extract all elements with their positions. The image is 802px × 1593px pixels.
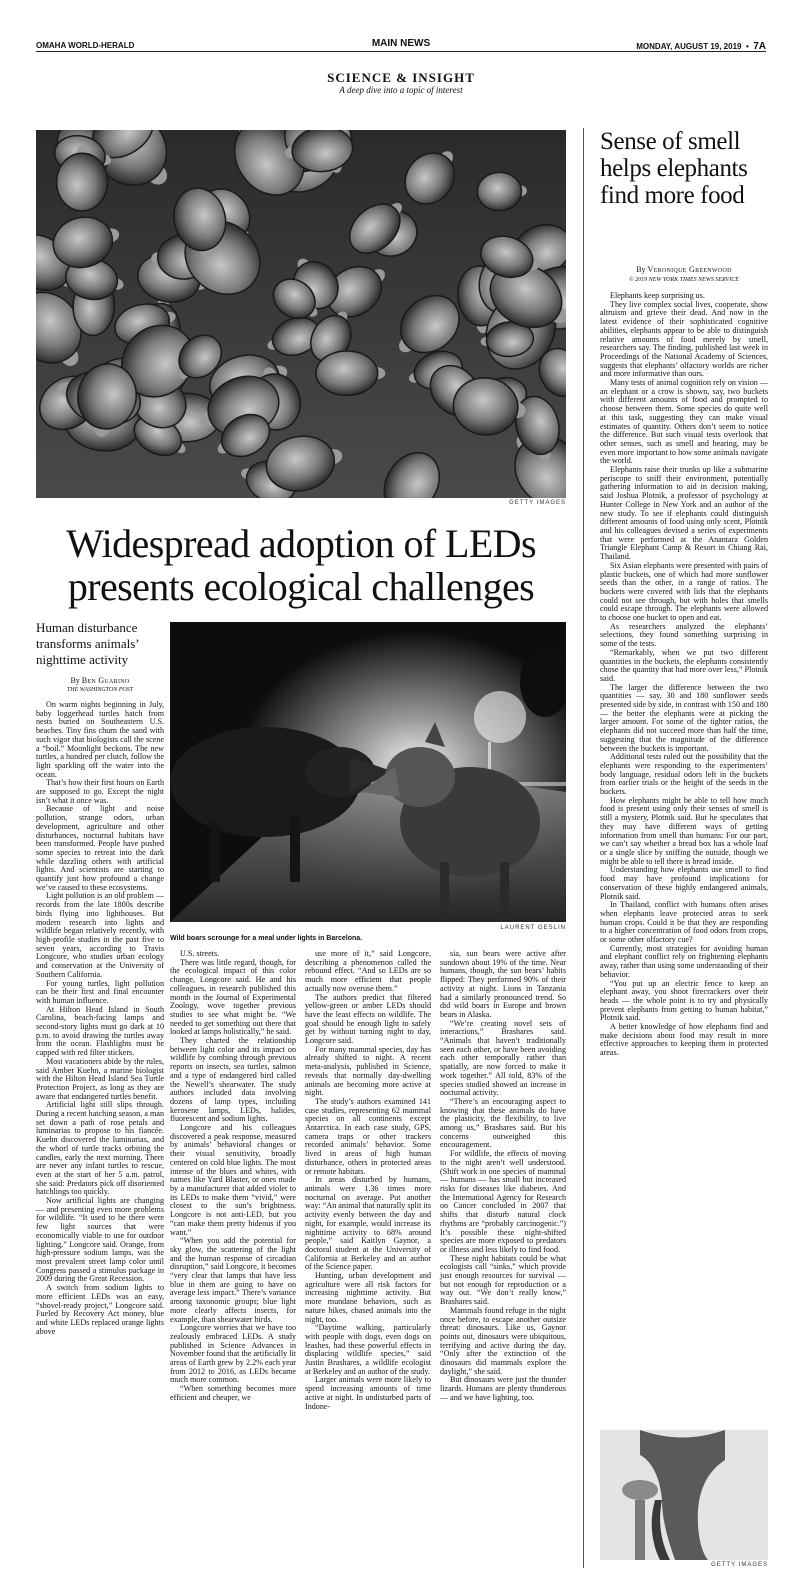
paragraph: The study’s authors examined 141 case studies, representing 62 mammal species on all continents except Antarctica. In each case study, GPS, camera traps or other trackers recorded animals’ behavior. Some lived in areas of high human disturbance, others in protected areas or remote habitats.	[305, 1096, 431, 1176]
paragraph: For young turtles, light pollution can be their first and final encounter with human influence.	[36, 978, 164, 1005]
paragraph: These night habitats could be what ecologists call “sinks,” which provide just enough resources for survival — but not enough for reproduction or a way out. “We don’t really know,” Brashares said.	[440, 1253, 566, 1307]
paragraph: How elephants might be able to tell how much food is present using only their senses of smell is still a mystery, Plotnik said. But he speculates that they may have different ways of getting information from smell than humans: For our part, we can’t say whether a bread box has a whole loaf or a single slice by sniffing the outside, though we might be able to tell there is bread inside.	[600, 795, 768, 866]
paragraph: Because of light and noise pollution, strange odors, urban development, agriculture and other disturbances, nocturnal habitats have been transformed. People have pushed some species to retreat into the dark while dazzling others with artificial lights. And scientists are starting to quantify just how profound a change we’ve caused to these ecosystems.	[36, 804, 164, 892]
paragraph: Mammals found refuge in the night once before, to escape another outsize threat: dinosaurs. Like us, Gaynor points out, dinosaurs were ubiquitous, terrifying and active during the day. “Only after the extinction of the dinosaurs did mammals explore the daylight,” she said.	[440, 1305, 566, 1376]
boar-photo-caption: Wild boars scrounge for a meal under lights in Barcelona.	[170, 935, 363, 942]
main-headline-line-1: Widespread adoption of LEDs	[66, 521, 536, 566]
paragraph: Elephants raise their trunks up like a submarine periscope to sniff their environment, potentially gathering information to aid in decision making, said Joshua Plotnik, a professor of psychology at Hunter College in New York and an author of the new study. To see if elephants could distinguish different amounts of food using only scent, Plotnik and his colleagues devised a series of experiments that were performed at the Anantara Golden Triangle Elephant Camp & Resort in Chiang Rai, Thailand.	[600, 465, 768, 562]
paragraph: Six Asian elephants were presented with pairs of plastic buckets, one of which had more sunflower seeds than the other, in a range of ratios. The buckets were covered with lids that the elephants could not see through, but with holes that smells could escape through. The elephants were allowed to choose one bucket to open and eat.	[600, 560, 768, 623]
paragraph: For wildlife, the effects of moving to the night aren’t well understood. (Shift work in one species of mammal — humans — has small but increased risks for diseases like diabetes. And the International Agency for Research on Cancer concluded in 2007 that shifts that disturb natural clock rhythms are “probably carcinogenic.”) It’s possible these night-shifted species are more exposed to predators or illness and less likely to find food.	[440, 1149, 566, 1254]
paragraph: Many tests of animal cognition rely on vision — an elephant or a crow is shown, say, two buckets with different amounts of food and prompted to choose between them. Some species do quite well at this task, suggesting they can make visual estimates of quantity. Others don’t seem to notice the difference. But such visual tests overlook that other senses, such as smell and hearing, may be even more important to how some animals navigate the world.	[600, 378, 768, 466]
paragraph: They live complex social lives, cooperate, show altruism and grieve their dead. And now in the latest evidence of their sophisticated cognitive abilities, elephants appear to be able to distinguish relative amounts of food merely by smell, researchers say. The finding, published last week in Proceedings of the National Academy of Sciences, suggests that elephants’ olfactory worlds are richer and more informative than ours.	[600, 299, 768, 379]
main-column-4	[440, 950, 566, 1403]
paragraph: Larger animals were more likely to spend increasing amounts of time active at night. In undisturbed parts of Indone-	[305, 1375, 431, 1411]
paragraph: Now artificial lights are changing — and presenting even more problems for wildlife. “It used to be there were few light sources that were economically viable to use for outdoor lighting,” Longcore said. Orange, from high-pressure sodium lamps, was the most prevalent street lamp color until Congress passed a stimulus package in 2009 during the Great Recession.	[36, 1196, 164, 1284]
paragraph: In Thailand, conflict with humans often arises when elephants leave protected areas to seek human crops. Could it be that they are responding to a higher concentration of food odors from crops, or some other olfactory cue?	[600, 900, 768, 945]
paragraph: As researchers analyzed the elephants’ selections, they found something surprising in some of the tests.	[600, 621, 768, 649]
paragraph: Currently, most strategies for avoiding human and elephant conflict rely on frightening elephants away, rather than using some understanding of their behavior.	[600, 943, 768, 979]
main-byline-org: THE WASHINGTON POST	[66, 687, 134, 693]
paragraph: The authors predict that filtered yellow-green or amber LEDs should have the least effects on wildlife. The goal should be enough light to safely get by without turning night to day, Longcore said.	[305, 992, 431, 1046]
main-byline-name: Ben Guarino	[81, 676, 130, 685]
page-number: 7A	[753, 41, 766, 52]
section-banner-title: SCIENCE & INSIGHT	[327, 70, 475, 85]
paragraph: sia, sun bears were active after sundown about 19% of the time. Near humans, though, the sun bears’ habits flipped: They performed 90% of their activity at night. Lions in Tanzania had a similarly pronounced trend. So did wild boars in Europe and brown bears in Alaska.	[440, 949, 566, 1019]
separator-dot: •	[745, 42, 749, 51]
paragraph: Hunting, urban development and agriculture were all risk factors for increasing nighttime activity. But more mundane behaviors, such as nature hikes, chased animals into the night, too.	[305, 1271, 431, 1324]
side-story-body	[600, 292, 768, 1058]
elephant-photo-credit: GETTY IMAGES	[711, 1562, 768, 1568]
paragraph: But dinosaurs were just the thunder lizards. Humans are plenty thunderous — and we have lighting, too.	[440, 1375, 566, 1402]
section-banner-subtitle: A deep dive into a topic of interest	[339, 85, 463, 95]
paragraph: U.S. streets.	[180, 949, 220, 958]
elephant-photo	[600, 1430, 768, 1560]
main-headline-line-2: presents ecological challenges	[67, 564, 535, 609]
paragraph: Most vacationers abide by the rules, said Amber Kuehn, a marine biologist with the Hilton Head Island Sea Turtle Protection Project, as long as they are aware that endangered turtles benefit.	[36, 1056, 164, 1101]
main-byline-by: By	[70, 676, 80, 685]
main-column-1	[36, 701, 164, 1336]
side-headline: Sense of smell helps elephants find more food	[600, 128, 748, 209]
paragraph: use more of it,” said Longcore, describing a phenomenon called the rebound effect. “And so LEDs are so much more efficient that people actually now overuse them.”	[305, 949, 431, 993]
turtle-hatchlings-photo	[36, 130, 566, 498]
wild-boars-photo	[170, 622, 566, 922]
side-byline-name: Veronique Greenwood	[647, 265, 732, 274]
paragraph: “When something becomes more efficient and cheaper, we	[170, 1384, 296, 1402]
boar-photo-credit: LAURENT GESLIN	[500, 925, 566, 931]
side-byline	[600, 265, 768, 274]
paragraph: Artificial light still slips through. During a recent hatching season, a man set down a path of rose petals and luminarias to propose to his fiancée. Kuehn discovered the luminarias, and the whorl of turtle tracks orbiting the candles, early the next morning. There are never any infant turtles to rescue, even at the start of her 5 a.m. patrol, she said: Predators pick off disoriented hatchlings too quickly.	[36, 1100, 164, 1197]
issue-date: MONDAY, AUGUST 19, 2019	[636, 42, 742, 51]
section-name: MAIN NEWS	[371, 38, 431, 49]
paragraph: At Hilton Head Island in South Carolina, beach-facing lamps and second-story lights must go dark at 10 p.m. to avoid drawing the turtles away from the ocean. Flashlights must be capped with red filter stickers.	[36, 1004, 164, 1058]
page-header	[36, 38, 766, 52]
paragraph: For many mammal species, day has already shifted to night. A recent meta-analysis, published in Science, reveals that normally day-dwelling animals are becoming more active at night.	[305, 1044, 431, 1098]
paragraph: Understanding how elephants use smell to find food may have profound implications for conservation of these highly endangered animals, Plotnik said.	[600, 865, 768, 901]
elephant-photo-graphic	[600, 1430, 768, 1560]
side-byline-org: © 2019 NEW YORK TIMES NEWS SERVICE	[629, 277, 739, 283]
main-column-3	[305, 950, 431, 1411]
paragraph: “There’s an encouraging aspect to knowing that these animals do have the plasticity, the flexibility, to live among us,” Brashares said. But his concerns outweighed this encouragement.	[440, 1096, 566, 1150]
paper-name: OMAHA WORLD-HERALD	[36, 41, 135, 50]
top-photo-credit: GETTY IMAGES	[509, 500, 566, 506]
paragraph: “When you add the potential for sky glow, the scattering of the light and the human response of circadian disruption,” said Longcore, it becomes “very clear that lamps that have less blue in them are going to have on average less impact.” There’s variance among taxonomic groups; blue light more clearly affects insects, for example, than shearwater birds.	[170, 1236, 296, 1324]
paragraph: “We’re creating novel sets of interactions,” Brashares said. “Animals that haven’t traditionally seen each other, or have been avoiding each other temporally rather than spatially, are now forced to make it work together.” All told, 83% of the species studied showed an increase in nocturnal activity.	[440, 1018, 566, 1098]
side-byline-by: By	[636, 265, 646, 274]
paragraph: Elephants keep surprising us.	[610, 291, 705, 300]
main-deck: Human disturbance transforms animals’ nighttime activity	[36, 620, 139, 667]
main-column-2	[170, 950, 296, 1403]
turtle-photo-graphic	[36, 130, 566, 498]
paragraph: “Remarkably, when we put two different quantities in the buckets, the elephants consistently chose the quantity that had more over less,” Plotnik said.	[600, 647, 768, 683]
paragraph: Additional tests ruled out the possibility that the elephants were responding to the experimenters’ body language, residual odors left in the buckets from earlier trials or the height of the seeds in the buckets.	[600, 752, 768, 797]
paragraph: They charted the relationship between light color and its impact on wildlife by combing through previous reports on insects, sea turtles, salmon and a type of endangered bird called the Newell’s shearwater. The study authors included data involving dozens of lamp types, including kerosene lamps, LEDs, halides, fluorescent and sodium lights.	[170, 1036, 296, 1124]
paragraph: Longcore worries that we have too zealously embraced LEDs. A study published in Science Advances in November found that the artificially lit areas of Earth grew by 2.2% each year from 2012 to 2016, as LEDs became much more common.	[170, 1323, 296, 1385]
paragraph: That’s how their first hours on Earth are supposed to go. Except the night isn’t what it once was.	[36, 778, 164, 805]
paragraph: “You put up an electric fence to keep an elephant away, you shoot firecrackers over their heads — the whole point is to try and physically prevent elephants from getting to human habitat,” Plotnik said.	[600, 978, 768, 1023]
main-byline	[36, 676, 164, 685]
boar-photo-graphic	[170, 622, 566, 922]
paragraph: Light pollution is an old problem — records from the late 1800s describe birds flying into lighthouses. But modern research into lights and wildlife began relatively recently, with high-profile studies in the past five to seven years, according to Travis Longcore, who studies urban ecology and conservation at the University of Southern California.	[36, 891, 164, 979]
paragraph: In areas disturbed by humans, animals were 1.36 times more nocturnal on average. Put another way: “An animal that naturally split its activity evenly between the day and night, for example, would increase its nighttime activity to 68% around people,” said Kaitlyn Gaynor, a doctoral student at the University of California at Berkeley and an author of the Science paper.	[305, 1175, 431, 1272]
main-headline	[36, 522, 566, 608]
header-rule	[36, 51, 766, 52]
paragraph: There was little regard, though, for the ecological impact of this color change, Longcore said. He and his colleagues, in research published this month in the Journal of Experimental Zoology, wove together previous studies to see what might be. “We needed to get something out there that looked at lamps holistically,” he said.	[170, 957, 296, 1037]
column-divider	[583, 128, 584, 1568]
paragraph: The larger the difference between the two quantities — say, 30 and 180 sunflower seeds presented side by side, in contrast with 150 and 180 — the better the elephants were at picking the larger amount. For some of the tighter ratios, the elephants did not succeed more than half the time, suggesting that the magnitude of the difference between the buckets is important.	[600, 682, 768, 753]
paragraph: A better knowledge of how elephants find and make decisions about food may result in more effective approaches to keeping them in protected areas.	[600, 1022, 768, 1058]
paragraph: Longcore and his colleagues discovered a peak response, measured by animals’ behavioral changes or their visual sensitivity, broadly centered on cold blue lights. The most intense of the blues and whites, with names like Yard Blaster, or ones made by a manufacturer that added violet to its LEDs to make them “vivid,” were closest to the sun’s brightness. Longcore is not anti-LED, but you “can make them pretty hideous if you want.”	[170, 1123, 296, 1237]
paragraph: On warm nights beginning in July, baby loggerhead turtles hatch from nests buried on Southeastern U.S. beaches. Tiny fins churn the sand with such vigor that biologists call the scene a “boil.” Moonlight beckons. The new turtles, a hundred per clutch, follow the light sparkling off the water into the ocean.	[36, 700, 164, 779]
paragraph: A switch from sodium lights to more efficient LEDs was an easy, “shovel-ready project,” Longcore said. Fueled by Recovery Act money, blue and white LEDs replaced orange lights above	[36, 1283, 164, 1336]
paragraph: “Daytime walking, particularly with people with dogs, even dogs on leashes, had these powerful effects in displacing wildlife species,” said Justin Brashares, a wildlife ecologist at Berkeley and an author of the study.	[305, 1323, 431, 1376]
